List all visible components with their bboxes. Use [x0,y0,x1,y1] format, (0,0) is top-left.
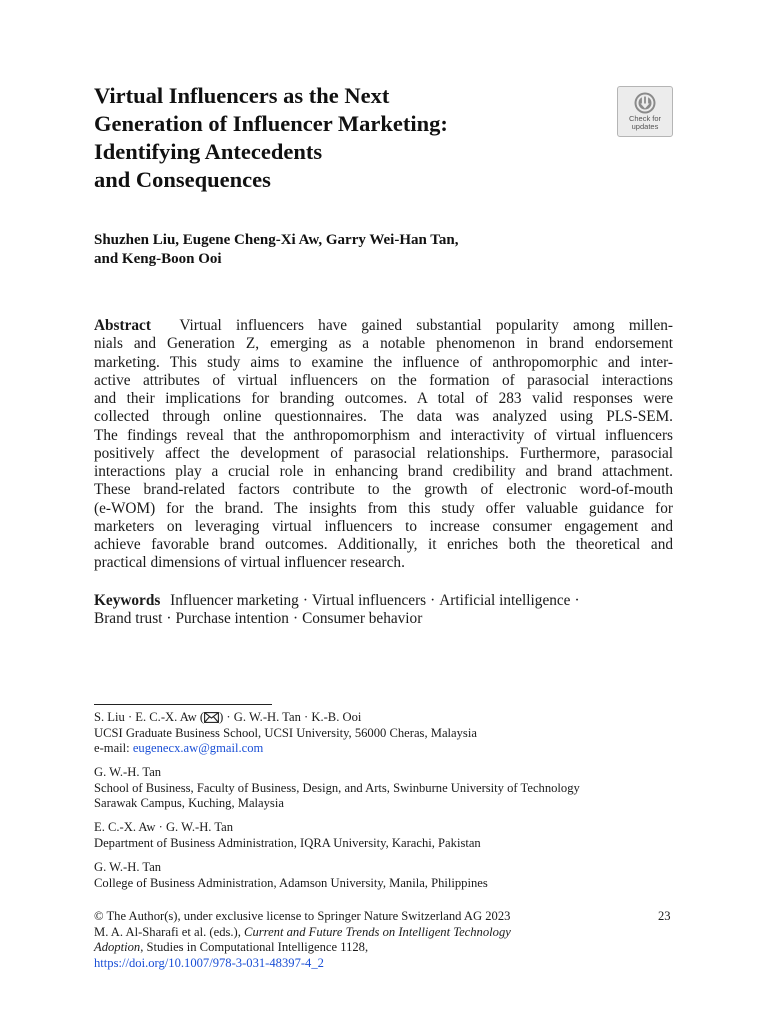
authors-line: and Keng-Boon Ooi [94,251,222,267]
keyword-separator: · [430,592,436,609]
affiliation-block [94,765,694,812]
affiliation-address: UCSI Graduate Business School, UCSI University, 56000 Cheras, Malaysia [94,725,477,740]
affiliation-names: E. C.-X. Aw · G. W.-H. Tan [94,820,234,834]
keyword: Purchase intention [175,610,289,628]
footnote-divider [94,704,272,705]
check-for-updates-badge[interactable] [617,86,673,137]
copyright-notice: © The Author(s), under exclusive license to Springer Nature Switzerland AG 2023 [94,909,511,923]
affiliation-address: Department of Business Administration, IQRA University, Karachi, Pakistan [94,835,481,850]
abstract-line: and their implications for branding outcomes. A total of 283 valid responses were [94,390,673,407]
keyword: Influencer marketing [170,592,299,609]
paper-title [94,82,574,194]
abstract-line: interactions play a crucial role in enhancing brand credibility and brand attachment. [94,463,673,480]
abstract-line: These brand-related factors contribute to the growth of electronic word-of-mouth [94,481,673,499]
abstract [94,317,673,573]
title-line: Virtual Influencers as the Next [94,83,390,108]
book-title: Adoption [94,940,141,954]
citation-line: M. A. Al-Sharafi et al. (eds.), Current and Future Trends on Intelligent Technology [94,924,511,939]
abstract-line: (e-WOM) for the brand. The insights from this study offer valuable guidance for [94,499,673,517]
abstract-line: collected through online questionnaires. The data was analyzed using PLS-SEM. [94,408,673,426]
keywords [94,592,673,629]
check-for-updates-icon [633,91,657,115]
title-line: and Consequences [94,167,271,192]
keywords-label: Keywords [94,592,161,609]
abstract-line: marketers on leveraging virtual influencers to increase consumer engagement and [94,517,673,535]
affiliation-email: e-mail: eugenecx.aw@gmail.com [94,741,264,755]
check-badge-text: updates [631,122,659,131]
abstract-line [94,317,673,335]
affiliation-names: S. Liu · E. C.-X. Aw ( ) · G. W.-H. Tan · K.-B. Ooi [94,710,362,724]
series-info: , Studies in Computational Intelligence 1128, [140,940,369,954]
abstract-line: achieve favorable brand outcomes. Additionally, it enriches both the theoretical and [94,536,673,553]
abstract-line: nials and Generation Z, emerging as a notable phenomenon in brand endorsement [94,335,673,353]
keyword: Brand trust [94,610,163,628]
keywords-line [94,610,673,628]
affiliation-names: G. W.-H. Tan [94,765,162,779]
abstract-line: marketing. This study aims to examine the influence of anthropomorphic and inter- [94,353,673,371]
affiliation-names: G. W.-H. Tan [94,860,162,874]
abstract-line: practical dimensions of virtual influencer research. [94,554,405,572]
authors-line: Shuzhen Liu, Eugene Cheng-Xi Aw, Garry Wei-Han Tan, [94,232,459,248]
author-list [94,231,654,269]
affiliation-address: College of Business Administration, Adamson University, Manila, Philippines [94,875,488,890]
citation-line [94,956,614,972]
keywords-line [94,592,673,610]
abstract-label: Abstract [94,317,151,334]
keyword-separator: · [166,610,172,628]
title-line: Identifying Antecedents [94,139,323,164]
affiliation-block [94,860,694,891]
page-number: 23 [658,909,671,923]
doi-link[interactable]: https://doi.org/10.1007/978-3-031-48397-4_2 [94,955,324,970]
abstract-line: positively affect the development of parasocial relationships. Furthermore, parasocial [94,444,673,462]
affiliation-address: Sarawak Campus, Kuching, Malaysia [94,796,284,810]
check-badge-text: Check for [628,114,662,123]
affiliation-block [94,820,694,851]
keyword-separator: · [302,592,308,609]
keyword: Artificial intelligence [439,592,571,609]
title-line: Generation of Influencer Marketing: [94,111,448,136]
email-link[interactable]: eugenecx.aw@gmail.com [132,741,264,755]
book-title: Current and Future Trends on Intelligent Technology [244,924,511,939]
abstract-line: The findings reveal that the anthropomorphism and interactivity of virtual influencers [94,426,673,444]
citation-line [94,940,614,956]
keyword-separator: · [574,592,580,609]
keyword: Virtual influencers [311,592,427,609]
abstract-line: active attributes of virtual influencers on the formation of parasocial interactions [94,371,673,389]
abstract-text: Virtual influencers have gained substantial popularity among millen- [179,317,674,334]
keyword-separator: · [292,610,299,628]
affiliation-address: School of Business, Faculty of Business, Design, and Arts, Swinburne University of Technology [94,780,580,795]
envelope-icon [204,712,219,723]
affiliation-block [94,710,694,757]
publication-footer [94,909,614,971]
keyword: Consumer behavior [302,610,423,628]
